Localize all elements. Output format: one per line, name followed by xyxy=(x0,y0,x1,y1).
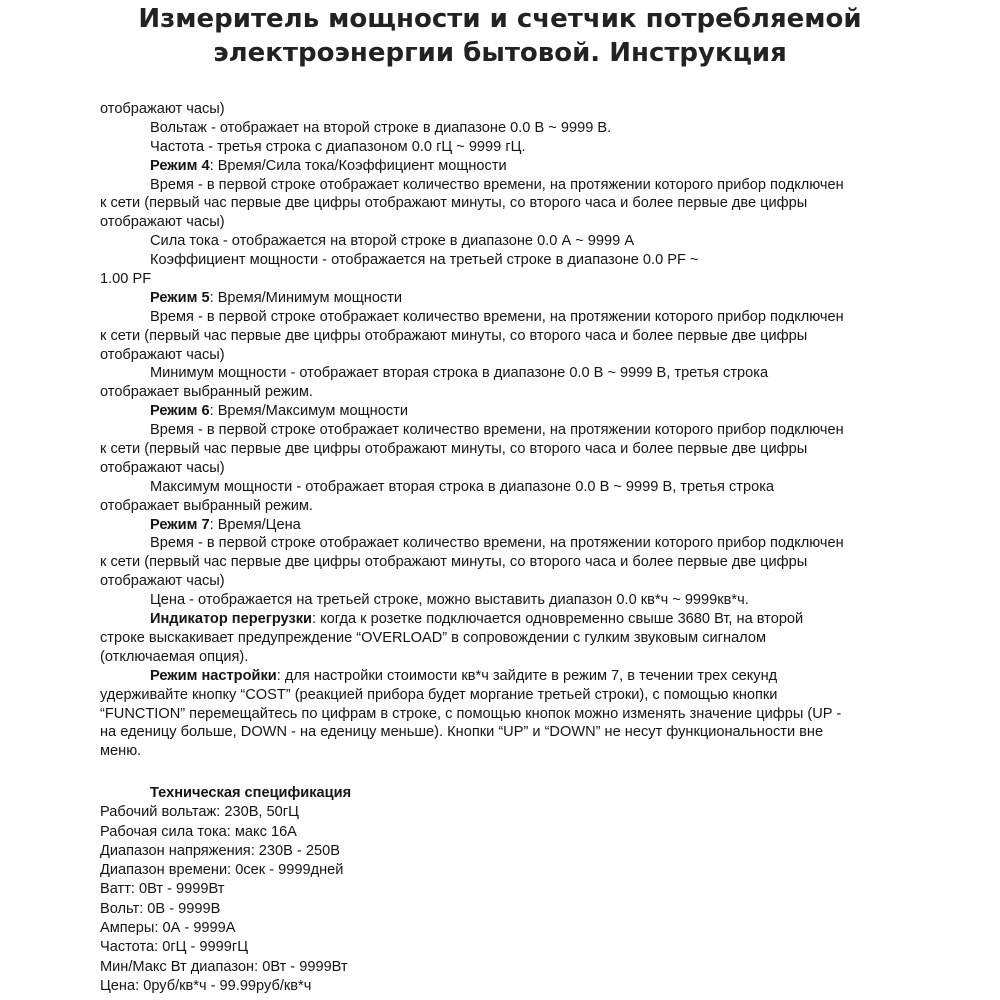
text-line: отображает выбранный режим. xyxy=(100,497,313,514)
text-line: к сети (первый час первые две цифры отображают минуты, со второго часа и более первые две цифры xyxy=(100,195,808,212)
text-line: “FUNCTION” перемещайтесь по цифрам в строке, с помощью кнопок можно изменять значение цифры (UP - xyxy=(100,705,842,722)
mode-4-heading: Режим 4: Время/Сила тока/Коэффициент мощности xyxy=(150,157,507,174)
text-line: отображают часы) xyxy=(100,459,225,476)
text-line: отображает выбранный режим. xyxy=(100,384,313,401)
spec-item: Рабочая сила тока: макс 16А xyxy=(100,823,297,840)
title-line-2: электроэнергии бытовой. Инструкция xyxy=(213,38,787,68)
text-line: на еденицу больше, DOWN - на еденицу меньше). Кнопки “UP” и “DOWN” не несут функциональности вне xyxy=(100,724,824,741)
text-line: Время - в первой строке отображает количество времени, на протяжении которого прибор подключен xyxy=(150,535,844,552)
settings-mode-heading: Режим настройки: для настройки стоимости кв*ч зайдите в режим 7, в течении трех секунд xyxy=(150,667,778,684)
spec-item: Ватт: 0Вт - 9999Вт xyxy=(100,881,225,898)
mode-7-heading: Режим 7: Время/Цена xyxy=(150,516,301,533)
text-line: строке выскакивает предупреждение “OVERLOAD” в сопровождении с гулким звуковым сигналом xyxy=(100,629,767,646)
text-line: (отключаемая опция). xyxy=(100,648,249,665)
text-line: Цена - отображается на третьей строке, можно выставить диапазон 0.0 кв*ч ~ 9999кв*ч. xyxy=(150,592,749,609)
text-line: Минимум мощности - отображает вторая строка в диапазоне 0.0 В ~ 9999 В, третья строка xyxy=(150,365,769,382)
text-line: отображают часы) xyxy=(100,101,225,117)
text-line: Время - в первой строке отображает количество времени, на протяжении которого прибор подключен xyxy=(150,176,844,193)
spec-item: Амперы: 0А - 9999А xyxy=(100,920,236,937)
text-line: отображают часы) xyxy=(100,573,225,590)
text-line: к сети (первый час первые две цифры отображают минуты, со второго часа и более первые две цифры xyxy=(100,554,808,571)
spec-item: Цена: 0руб/кв*ч - 99.99руб/кв*ч xyxy=(100,977,312,994)
text-line: Коэффициент мощности - отображается на третьей строке в диапазоне 0.0 PF ~ xyxy=(150,252,699,269)
instruction-body xyxy=(100,100,930,761)
text-line: 1.00 PF xyxy=(100,271,152,288)
text-line: отображают часы) xyxy=(100,346,225,363)
text-line: меню. xyxy=(100,743,142,760)
spec-item: Диапазон напряжения: 230В - 250В xyxy=(100,842,340,859)
overload-indicator-heading: Индикатор перегрузки: когда к розетке подключается одновременно свыше 3680 Вт, на второй xyxy=(150,611,804,628)
tech-spec-title: Техническая спецификация xyxy=(150,785,352,801)
spec-item: Рабочий вольтаж: 230В, 50гЦ xyxy=(100,804,299,821)
page-title xyxy=(0,2,1000,70)
spec-item: Мин/Макс Вт диапазон: 0Вт - 9999Вт xyxy=(100,958,348,975)
text-line: Вольтаж - отображает на второй строке в диапазоне 0.0 В ~ 9999 В. xyxy=(150,119,612,136)
mode-5-heading: Режим 5: Время/Минимум мощности xyxy=(150,289,403,306)
text-line: Время - в первой строке отображает количество времени, на протяжении которого прибор подключен xyxy=(150,308,844,325)
spec-item: Вольт: 0В - 9999В xyxy=(100,900,221,917)
spec-item: Диапазон времени: 0сек - 9999дней xyxy=(100,862,344,879)
text-line: к сети (первый час первые две цифры отображают минуты, со второго часа и более первые две цифры xyxy=(100,441,808,458)
text-line: Частота - третья строка с диапазоном 0.0 гЦ ~ 9999 гЦ. xyxy=(150,138,526,155)
mode-6-heading: Режим 6: Время/Максимум мощности xyxy=(150,403,408,420)
text-line: к сети (первый час первые две цифры отображают минуты, со второго часа и более первые две цифры xyxy=(100,327,808,344)
text-line: Максимум мощности - отображает вторая строка в диапазоне 0.0 В ~ 9999 В, третья строка xyxy=(150,478,775,495)
spec-item: Частота: 0гЦ - 9999гЦ xyxy=(100,939,248,956)
text-line: Сила тока - отображается на второй строке в диапазоне 0.0 А ~ 9999 А xyxy=(150,233,635,250)
title-line-1: Измеритель мощности и счетчик потребляемой xyxy=(138,4,862,34)
text-line: Время - в первой строке отображает количество времени, на протяжении которого прибор подключен xyxy=(150,422,844,439)
tech-spec-section xyxy=(100,784,700,996)
text-line: отображают часы) xyxy=(100,214,225,231)
text-line: удерживайте кнопку “COST” (реакцией прибора будет моргание третьей строки), с помощью кнопки xyxy=(100,686,778,703)
